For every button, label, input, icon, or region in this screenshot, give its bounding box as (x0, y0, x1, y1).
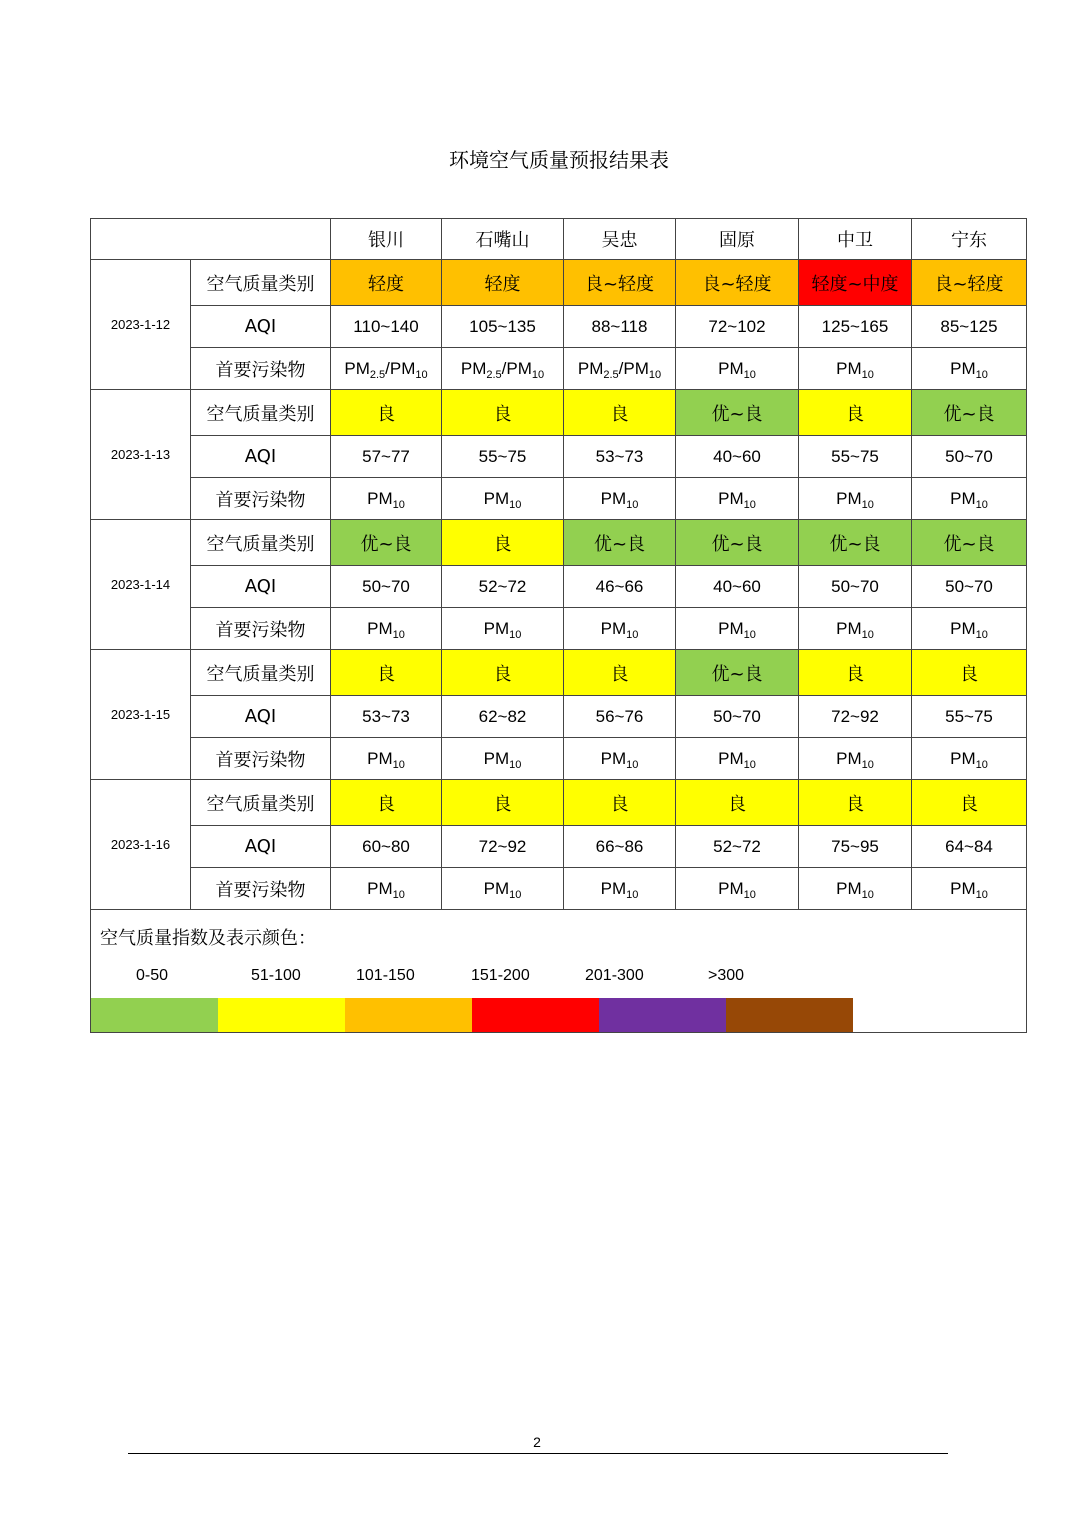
pollutant-cell (799, 478, 912, 520)
pollutant-cell (331, 478, 442, 520)
pollutant-subscript: 10 (861, 758, 874, 771)
pollutant-row (91, 608, 1027, 650)
city-header: 中卫 (799, 219, 912, 260)
pollutant-subscript: 10 (743, 758, 756, 771)
pollutant-separator: / (618, 358, 624, 378)
legend-range-label: 51-100 (251, 967, 301, 984)
row-label-category: 空气质量类别 (191, 650, 331, 696)
pollutant-pm-text: PM (600, 878, 627, 898)
aqi-cell: 110~140 (331, 306, 442, 348)
pollutant-cell (676, 868, 799, 910)
row-label-pollutant: 首要污染物 (191, 348, 331, 390)
pollutant-subscript: 10 (975, 888, 988, 901)
forecast-date: 2023-1-12 (91, 260, 191, 390)
aqi-cell: 52~72 (442, 566, 564, 608)
pollutant-cell (912, 608, 1027, 650)
pollutant-pm-text: PM (483, 748, 510, 768)
aqi-cell: 50~70 (799, 566, 912, 608)
pollutant-pm-text: PM (600, 618, 627, 638)
pollutant-pm-text: PM (836, 878, 862, 898)
category-cell: 良 (442, 390, 564, 436)
pollutant-subscript: 2.5 (603, 368, 619, 381)
pollutant-cell (331, 738, 442, 780)
city-header: 吴忠 (564, 219, 676, 260)
aqi-cell: 55~75 (912, 696, 1027, 738)
category-cell: 良 (912, 650, 1027, 696)
pollutant-pm-text: PM (718, 488, 744, 508)
pollutant-cell (676, 348, 799, 390)
forecast-table (90, 218, 1027, 1033)
pollutant-cell (912, 868, 1027, 910)
pollutant-pm-text: PM (950, 618, 976, 638)
forecast-date: 2023-1-14 (91, 520, 191, 650)
row-label-pollutant: 首要污染物 (191, 608, 331, 650)
category-row (91, 780, 1027, 826)
category-cell: 良~轻度 (676, 260, 799, 306)
pollutant-subscript: 10 (531, 368, 545, 381)
pollutant-cell (442, 348, 564, 390)
pollutant-subscript: 10 (975, 498, 988, 511)
pollutant-cell (564, 478, 676, 520)
pollutant-cell (676, 478, 799, 520)
pollutant-cell (799, 738, 912, 780)
pollutant-row (91, 348, 1027, 390)
legend-color-swatch (472, 998, 599, 1032)
pollutant-cell (442, 478, 564, 520)
legend-color-swatch (345, 998, 472, 1032)
pollutant-subscript: 10 (626, 888, 639, 901)
category-row (91, 390, 1027, 436)
pollutant-cell (799, 868, 912, 910)
pollutant-subscript: 10 (626, 498, 639, 511)
pollutant-pm-text: PM (836, 488, 862, 508)
row-label-aqi: AQI (191, 826, 331, 868)
category-cell: 良 (799, 650, 912, 696)
pollutant-row (91, 868, 1027, 910)
pollutant-pm-text: PM (367, 748, 393, 768)
category-cell: 轻度 (442, 260, 564, 306)
aqi-cell: 72~92 (799, 696, 912, 738)
category-cell: 良 (564, 650, 676, 696)
pollutant-cell (331, 608, 442, 650)
pollutant-cell (564, 868, 676, 910)
forecast-table-body (91, 219, 1027, 910)
pollutant-cell (442, 868, 564, 910)
pollutant-pm-text: PM (483, 618, 510, 638)
legend-range-label: >300 (708, 967, 745, 984)
header-blank-cell (91, 219, 331, 260)
pollutant-separator: / (501, 358, 507, 378)
row-label-category: 空气质量类别 (191, 520, 331, 566)
pollutant-subscript: 10 (743, 628, 756, 641)
aqi-cell: 46~66 (564, 566, 676, 608)
category-cell: 良~轻度 (564, 260, 676, 306)
row-label-aqi: AQI (191, 566, 331, 608)
row-label-aqi: AQI (191, 306, 331, 348)
pollutant-row (91, 738, 1027, 780)
category-cell: 优~良 (564, 520, 676, 566)
city-header: 银川 (331, 219, 442, 260)
pollutant-cell (799, 348, 912, 390)
row-label-category: 空气质量类别 (191, 260, 331, 306)
pollutant-pm-text: PM (718, 358, 744, 378)
pollutant-subscript: 10 (392, 888, 405, 901)
legend-title: 空气质量指数及表示颜色： (100, 928, 316, 949)
pollutant-cell (912, 738, 1027, 780)
pollutant-pm-text: PM (836, 358, 862, 378)
pollutant-pm-text: PM (367, 618, 393, 638)
aqi-cell: 55~75 (799, 436, 912, 478)
pollutant-subscript: 10 (509, 888, 522, 901)
aqi-cell: 56~76 (564, 696, 676, 738)
category-cell: 良 (331, 780, 442, 826)
pollutant-row (91, 478, 1027, 520)
aqi-cell: 53~73 (564, 436, 676, 478)
pollutant-pm-text: PM (950, 878, 976, 898)
aqi-cell: 75~95 (799, 826, 912, 868)
aqi-cell: 66~86 (564, 826, 676, 868)
category-cell: 优~良 (912, 520, 1027, 566)
aqi-cell: 53~73 (331, 696, 442, 738)
pollutant-separator: / (385, 358, 390, 378)
pollutant-subscript: 10 (743, 888, 756, 901)
aqi-cell: 72~92 (442, 826, 564, 868)
pollutant-pm-text: PM (718, 748, 744, 768)
forecast-date: 2023-1-16 (91, 780, 191, 910)
category-cell: 良 (799, 780, 912, 826)
pollutant-cell (564, 348, 676, 390)
aqi-row (91, 696, 1027, 738)
pollutant-pm-text: PM (950, 748, 976, 768)
category-cell: 良 (442, 780, 564, 826)
aqi-cell: 64~84 (912, 826, 1027, 868)
pollutant-cell (564, 608, 676, 650)
category-cell: 优~良 (676, 520, 799, 566)
pollutant-cell (564, 738, 676, 780)
pollutant-pm-text: PM (577, 358, 604, 378)
city-header: 石嘴山 (442, 219, 564, 260)
legend-cell (91, 910, 1027, 1033)
category-cell: 优~良 (799, 520, 912, 566)
pollutant-pm-text: PM (483, 878, 510, 898)
pollutant-subscript: 10 (648, 368, 662, 381)
pollutant-pm-text: PM (836, 618, 862, 638)
pollutant-pm-text: PM (600, 748, 627, 768)
aqi-row (91, 436, 1027, 478)
pollutant-cell (676, 738, 799, 780)
forecast-date: 2023-1-15 (91, 650, 191, 780)
city-header-row (91, 219, 1027, 260)
aqi-cell: 85~125 (912, 306, 1027, 348)
pollutant-subscript: 10 (861, 368, 874, 381)
pollutant-cell (442, 608, 564, 650)
aqi-cell: 62~82 (442, 696, 564, 738)
category-cell: 良 (331, 650, 442, 696)
category-cell: 轻度~中度 (799, 260, 912, 306)
pollutant-subscript: 10 (415, 368, 428, 381)
pollutant-subscript: 10 (975, 758, 988, 771)
legend-color-swatch (91, 998, 218, 1032)
pollutant-pm-text: PM (460, 358, 487, 378)
aqi-row (91, 566, 1027, 608)
pollutant-subscript: 10 (861, 888, 874, 901)
row-label-pollutant: 首要污染物 (191, 478, 331, 520)
pollutant-cell (799, 608, 912, 650)
pollutant-subscript: 2.5 (369, 368, 386, 381)
pollutant-subscript: 10 (626, 758, 639, 771)
aqi-cell: 60~80 (331, 826, 442, 868)
category-cell: 良 (564, 780, 676, 826)
pollutant-subscript: 2.5 (486, 368, 502, 381)
category-row (91, 260, 1027, 306)
legend-range-label: 101-150 (356, 967, 415, 984)
forecast-date: 2023-1-13 (91, 390, 191, 520)
row-label-category: 空气质量类别 (191, 390, 331, 436)
aqi-cell: 52~72 (676, 826, 799, 868)
aqi-cell: 72~102 (676, 306, 799, 348)
page-number: 2 (533, 1434, 541, 1450)
category-cell: 优~良 (676, 650, 799, 696)
aqi-cell: 105~135 (442, 306, 564, 348)
pollutant-subscript: 10 (509, 498, 522, 511)
category-cell: 优~良 (331, 520, 442, 566)
aqi-cell: 57~77 (331, 436, 442, 478)
city-header: 固原 (676, 219, 799, 260)
pollutant-subscript: 10 (392, 758, 405, 771)
category-cell: 优~良 (912, 390, 1027, 436)
pollutant-cell (676, 608, 799, 650)
pollutant-cell (331, 868, 442, 910)
legend-range-label: 201-300 (585, 967, 644, 984)
aqi-cell: 50~70 (331, 566, 442, 608)
row-label-pollutant: 首要污染物 (191, 738, 331, 780)
legend-color-swatch (599, 998, 726, 1032)
pollutant-cell (331, 348, 442, 390)
row-label-aqi: AQI (191, 696, 331, 738)
aqi-cell: 125~165 (799, 306, 912, 348)
pollutant-pm-text: PM (344, 358, 370, 378)
pollutant-pm-text: PM (389, 358, 416, 378)
category-cell: 良 (442, 520, 564, 566)
pollutant-cell (912, 348, 1027, 390)
category-cell: 良~轻度 (912, 260, 1027, 306)
pollutant-subscript: 10 (861, 498, 874, 511)
row-label-category: 空气质量类别 (191, 780, 331, 826)
category-cell: 良 (912, 780, 1027, 826)
aqi-cell: 40~60 (676, 436, 799, 478)
pollutant-subscript: 10 (975, 628, 988, 641)
category-row (91, 650, 1027, 696)
pollutant-subscript: 10 (743, 368, 756, 381)
aqi-cell: 88~118 (564, 306, 676, 348)
legend-range-label: 0-50 (136, 967, 169, 984)
pollutant-subscript: 10 (975, 368, 988, 381)
pollutant-subscript: 10 (861, 628, 874, 641)
pollutant-subscript: 10 (392, 498, 405, 511)
legend-color-swatch (218, 998, 345, 1032)
pollutant-pm-text: PM (718, 618, 744, 638)
aqi-cell: 50~70 (912, 436, 1027, 478)
pollutant-subscript: 10 (392, 628, 405, 641)
pollutant-pm-text: PM (950, 358, 976, 378)
pollutant-pm-text: PM (506, 358, 532, 378)
pollutant-pm-text: PM (718, 878, 744, 898)
pollutant-subscript: 10 (509, 758, 522, 771)
pollutant-pm-text: PM (836, 748, 862, 768)
pollutant-subscript: 10 (509, 628, 522, 641)
aqi-cell: 50~70 (912, 566, 1027, 608)
pollutant-cell (912, 478, 1027, 520)
pollutant-pm-text: PM (600, 488, 627, 508)
legend-color-swatch (726, 998, 853, 1032)
pollutant-subscript: 10 (743, 498, 756, 511)
aqi-row (91, 306, 1027, 348)
aqi-row (91, 826, 1027, 868)
pollutant-cell (442, 738, 564, 780)
footer-divider (128, 1453, 948, 1454)
category-cell: 良 (564, 390, 676, 436)
category-cell: 优~良 (676, 390, 799, 436)
row-label-pollutant: 首要污染物 (191, 868, 331, 910)
pollutant-pm-text: PM (367, 878, 393, 898)
category-cell: 良 (331, 390, 442, 436)
aqi-cell: 40~60 (676, 566, 799, 608)
aqi-cell: 55~75 (442, 436, 564, 478)
row-label-aqi: AQI (191, 436, 331, 478)
legend-range-label: 151-200 (471, 967, 530, 984)
page-title: 环境空气质量预报结果表 (449, 148, 669, 172)
legend-row (91, 910, 1027, 1033)
category-cell: 良 (799, 390, 912, 436)
pollutant-pm-text: PM (623, 358, 649, 378)
category-cell: 良 (442, 650, 564, 696)
category-cell: 良 (676, 780, 799, 826)
category-row (91, 520, 1027, 566)
pollutant-pm-text: PM (950, 488, 976, 508)
category-cell: 轻度 (331, 260, 442, 306)
city-header: 宁东 (912, 219, 1027, 260)
aqi-cell: 50~70 (676, 696, 799, 738)
pollutant-subscript: 10 (626, 628, 639, 641)
pollutant-pm-text: PM (367, 488, 393, 508)
pollutant-pm-text: PM (483, 488, 510, 508)
